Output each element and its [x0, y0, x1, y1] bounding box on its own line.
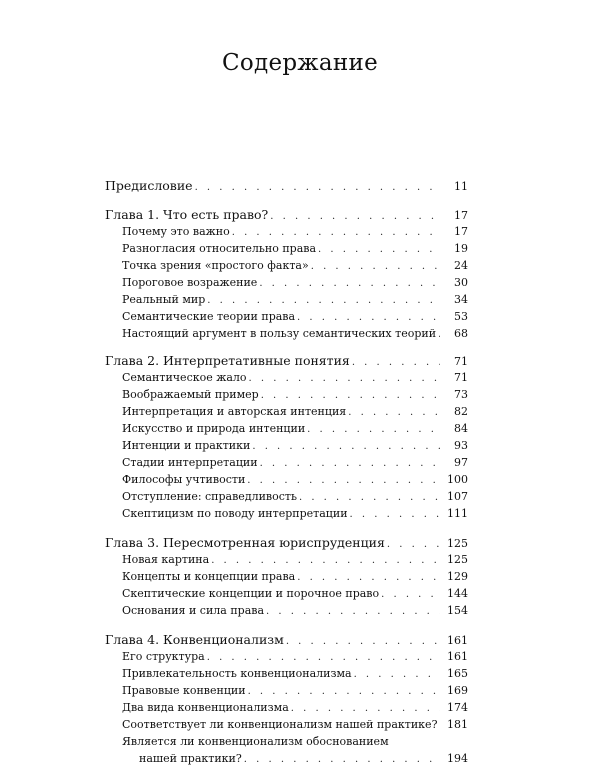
toc-section: [105, 223, 468, 240]
toc-page-number: 181: [447, 718, 468, 731]
toc-chapter: [105, 352, 468, 369]
toc-section: [105, 551, 468, 568]
toc-page-number: 107: [447, 490, 468, 503]
toc-section: [105, 602, 468, 619]
toc-page-number: 129: [447, 570, 468, 583]
toc-entry-title: Интенции и практики: [122, 439, 251, 452]
dot-leader: [207, 292, 440, 309]
toc-page-number: 34: [454, 293, 468, 306]
toc-section: [105, 386, 468, 403]
toc-entry-title: Является ли конвенционализм обоснованием: [122, 735, 389, 748]
dot-leader: [244, 751, 440, 768]
dot-leader: [232, 224, 440, 241]
toc-page-number: 19: [454, 242, 468, 255]
dot-leader: [439, 717, 440, 734]
toc-page-number: 161: [447, 634, 468, 647]
dot-leader: [352, 354, 440, 371]
dot-leader: [311, 258, 440, 275]
toc-chapter: [105, 177, 468, 194]
toc-section: [105, 403, 468, 420]
toc-page-number: 111: [447, 507, 468, 520]
dot-leader: [207, 649, 440, 666]
toc-entry-title: Настоящий аргумент в пользу семантических теорий: [122, 327, 437, 340]
dot-leader: [211, 552, 440, 569]
toc-page-number: 165: [447, 667, 468, 680]
dot-leader: [438, 326, 440, 343]
toc-section: [105, 369, 468, 386]
toc-entry-title: Семантические теории права: [122, 310, 296, 323]
toc-entry-title: Привлекательность конвенционализма: [122, 667, 352, 680]
toc-page-number: 169: [447, 684, 468, 697]
dot-leader: [266, 603, 440, 620]
page-title: Содержание: [221, 50, 379, 76]
toc-entry-title: Два вида конвенционализма: [122, 701, 289, 714]
dot-leader: [195, 179, 440, 196]
toc-section: [105, 716, 468, 733]
toc-entry-title: Пороговое возражение: [122, 276, 258, 289]
toc-entry-title: Отступление: справедливость: [122, 490, 297, 503]
toc-section: [105, 750, 468, 767]
toc-entry-title: Интерпретация и авторская интенция: [122, 405, 347, 418]
toc-section: [105, 682, 468, 699]
toc-page-number: 11: [454, 180, 468, 193]
dot-leader: [261, 387, 440, 404]
toc-entry-title: нашей практики?: [139, 752, 242, 765]
table-of-contents: [105, 177, 468, 767]
toc-entry-title: Философы учтивости: [122, 473, 246, 486]
toc-page-number: 73: [454, 388, 468, 401]
dot-leader: [387, 536, 440, 553]
toc-entry-title: Разногласия относительно права: [122, 242, 317, 255]
dot-leader: [299, 489, 440, 506]
toc-page-number: 68: [454, 327, 468, 340]
toc-entry-title: Точка зрения «простого факта»: [122, 259, 309, 272]
toc-page-number: 71: [454, 355, 468, 368]
toc-section: [105, 488, 468, 505]
toc-chapter: [105, 631, 468, 648]
dot-leader: [259, 275, 440, 292]
toc-section: [105, 437, 468, 454]
toc-entry-title: Соответствует ли конвенционализм нашей практике?: [122, 718, 438, 731]
toc-page-number: 17: [454, 225, 468, 238]
toc-chapter: [105, 206, 468, 223]
dot-leader: [291, 700, 440, 717]
toc-page-number: 93: [454, 439, 468, 452]
toc-page-number: 174: [447, 701, 468, 714]
toc-entry-title: Искусство и природа интенции: [122, 422, 306, 435]
toc-entry-title: Глава 4. Конвенционализм: [105, 632, 284, 647]
toc-section: [105, 568, 468, 585]
toc-section: [105, 585, 468, 602]
toc-section: [105, 291, 468, 308]
toc-entry-title: Стадии интерпретации: [122, 456, 258, 469]
toc-page-number: 84: [454, 422, 468, 435]
toc-section: [105, 471, 468, 488]
toc-entry-title: Основания и сила права: [122, 604, 265, 617]
toc-entry-title: Скептицизм по поводу интерпретации: [122, 507, 348, 520]
dot-leader: [286, 633, 440, 650]
toc-entry-title: Правовые конвенции: [122, 684, 246, 697]
dot-leader: [318, 241, 440, 258]
dot-leader: [348, 404, 440, 421]
toc-entry-title: Семантическое жало: [122, 371, 247, 384]
dot-leader: [260, 455, 440, 472]
dot-leader: [350, 506, 440, 523]
toc-entry-title: Глава 3. Пересмотренная юриспруденция: [105, 535, 385, 550]
toc-section: [105, 274, 468, 291]
dot-leader: [270, 208, 440, 225]
toc-page-number: 194: [447, 752, 468, 765]
toc-entry-title: Почему это важно: [122, 225, 230, 238]
toc-section: [105, 257, 468, 274]
dot-leader: [307, 421, 440, 438]
dot-leader: [248, 683, 440, 700]
toc-section: [105, 665, 468, 682]
toc-entry-title: Глава 1. Что есть право?: [105, 207, 269, 222]
dot-leader: [381, 586, 440, 603]
toc-section: [105, 505, 468, 522]
toc-page-number: 154: [447, 604, 468, 617]
dot-leader: [252, 438, 440, 455]
dot-leader: [354, 666, 440, 683]
toc-page-number: 97: [454, 456, 468, 469]
toc-section: [105, 420, 468, 437]
toc-entry-title: Предисловие: [105, 178, 193, 193]
toc-page-number: 125: [447, 553, 468, 566]
toc-page-number: 53: [454, 310, 468, 323]
dot-leader: [247, 472, 440, 489]
toc-chapter: [105, 534, 468, 551]
toc-page-number: 17: [454, 209, 468, 222]
toc-section: [105, 325, 468, 342]
dot-leader: [249, 370, 440, 387]
toc-entry-title: Реальный мир: [122, 293, 206, 306]
toc-section: [105, 454, 468, 471]
toc-page-number: 161: [447, 650, 468, 663]
toc-page-number: 100: [447, 473, 468, 486]
toc-entry-title: Новая картина: [122, 553, 210, 566]
toc-entry-title: Его структура: [122, 650, 205, 663]
toc-entry-title: Концепты и концепции права: [122, 570, 296, 583]
toc-page-number: 125: [447, 537, 468, 550]
toc-page-number: 30: [454, 276, 468, 289]
toc-section: [105, 733, 468, 750]
toc-entry-title: Глава 2. Интерпретативные понятия: [105, 353, 350, 368]
toc-entry-title: Воображаемый пример: [122, 388, 259, 401]
toc-section: [105, 648, 468, 665]
dot-leader: [297, 569, 440, 586]
toc-section: [105, 240, 468, 257]
toc-section: [105, 699, 468, 716]
toc-page-number: 71: [454, 371, 468, 384]
toc-page-number: 24: [454, 259, 468, 272]
toc-page-number: 144: [447, 587, 468, 600]
toc-page-number: 82: [454, 405, 468, 418]
dot-leader: [297, 309, 440, 326]
toc-section: [105, 308, 468, 325]
toc-entry-title: Скептические концепции и порочное право: [122, 587, 380, 600]
